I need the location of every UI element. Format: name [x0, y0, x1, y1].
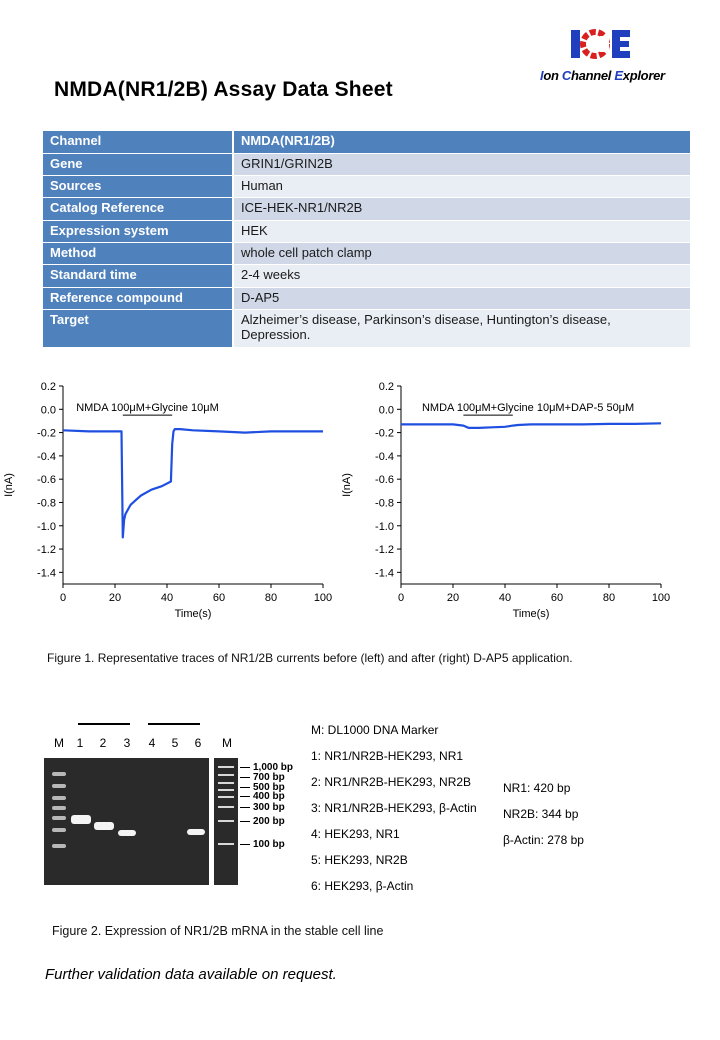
pcr-band-actin: [118, 830, 136, 836]
info-row: [43, 176, 690, 198]
footer-note: Further validation data available on request.: [45, 966, 337, 983]
chart-before-dap5: [0, 372, 340, 632]
x-tick-label: 20: [446, 592, 460, 604]
y-tick-label: -0.6: [37, 474, 56, 487]
ladder-band: [218, 782, 234, 784]
info-value: GRIN1/GRIN2B: [233, 153, 690, 175]
y-tick-label: -1.2: [37, 544, 56, 557]
y-axis-label: I(nA): [341, 473, 353, 497]
application-annotation: NMDA 100μM+Glycine 10μM: [76, 402, 219, 415]
info-value: whole cell patch clamp: [233, 242, 690, 264]
dna-ladder-image: [214, 758, 238, 885]
y-tick-label: 0.2: [40, 381, 56, 393]
legend-item: M: DL1000 DNA Marker: [311, 723, 439, 737]
legend-item: 4: HEK293, NR1: [311, 827, 400, 841]
chart-after-dap5: [338, 372, 688, 632]
marker-band: [52, 828, 66, 832]
figure1-caption: Figure 1. Representative traces of NR1/2B currents before (left) and after (right) D-AP5 application.: [47, 651, 573, 665]
y-tick-label: -0.8: [375, 497, 394, 510]
legend-item: 2: NR1/NR2B-HEK293, NR2B: [311, 775, 472, 789]
info-key: Method: [43, 242, 233, 264]
info-row: [43, 287, 690, 309]
ladder-band: [218, 806, 234, 808]
product-size: NR1: 420 bp: [503, 781, 571, 795]
bp-label: 500 bp: [240, 782, 285, 793]
assay-info-table: [43, 131, 690, 348]
info-row: [43, 265, 690, 287]
bp-label: 400 bp: [240, 791, 285, 802]
y-tick-label: -1.4: [37, 567, 56, 580]
x-tick-label: 80: [264, 592, 278, 604]
lane-group-bracket: [148, 723, 200, 725]
info-value: 2-4 weeks: [233, 265, 690, 287]
x-tick-label: 80: [602, 592, 616, 604]
y-tick-label: 0.0: [40, 404, 56, 417]
bp-label: 700 bp: [240, 772, 285, 783]
application-annotation: NMDA 100μM+Glycine 10μM+DAP-5 50μM: [421, 402, 635, 415]
ladder-band: [218, 789, 234, 791]
legend-item: 5: HEK293, NR2B: [311, 853, 408, 867]
lane-label: 3: [123, 736, 131, 750]
x-tick-label: 100: [313, 592, 333, 604]
x-tick-label: 60: [212, 592, 226, 604]
ladder-band: [218, 843, 234, 845]
info-key: Standard time: [43, 265, 233, 287]
legend-item: 3: NR1/NR2B-HEK293, β-Actin: [311, 801, 477, 815]
logo-tagline: Ion Channel Explorer: [540, 68, 665, 83]
y-axis-label: I(nA): [3, 473, 15, 497]
current-trace: [63, 429, 323, 537]
lane-label: 4: [148, 736, 156, 750]
product-size: β-Actin: 278 bp: [503, 833, 584, 847]
x-tick-label: 0: [59, 592, 67, 604]
marker-band: [52, 772, 66, 776]
y-tick-label: 0.0: [378, 404, 394, 417]
bp-label: 200 bp: [240, 816, 285, 827]
lane-label: M: [54, 736, 64, 750]
bp-marker-labels: [240, 762, 300, 862]
gel-image: [44, 758, 209, 885]
product-sizes: [503, 781, 584, 859]
x-tick-label: 20: [108, 592, 122, 604]
info-row: [43, 153, 690, 175]
pcr-band-nr2b: [94, 822, 114, 830]
marker-band: [52, 796, 66, 800]
info-value: D-AP5: [233, 287, 690, 309]
bp-label: 100 bp: [240, 839, 285, 850]
ladder-band: [218, 774, 234, 776]
figure2-caption: Figure 2. Expression of NR1/2B mRNA in the stable cell line: [52, 924, 384, 938]
info-key: Gene: [43, 153, 233, 175]
y-tick-label: -1.4: [375, 567, 394, 580]
info-key: Target: [43, 309, 233, 347]
x-tick-label: 40: [160, 592, 174, 604]
lane-label: M: [222, 736, 232, 750]
y-tick-label: -1.0: [37, 520, 56, 533]
ladder-band: [218, 766, 234, 768]
current-trace: [401, 423, 661, 428]
x-tick-label: 60: [550, 592, 564, 604]
marker-band: [52, 784, 66, 788]
info-row: [43, 242, 690, 264]
lane-label: 1: [76, 736, 84, 750]
info-key: Channel: [43, 131, 233, 153]
info-row: [43, 220, 690, 242]
lane-label: 2: [99, 736, 107, 750]
pcr-band-nr1: [71, 815, 91, 824]
ice-logo-graphic: [540, 22, 680, 68]
y-tick-label: -0.4: [37, 450, 56, 463]
legend-item: 6: HEK293, β-Actin: [311, 879, 414, 893]
y-tick-label: 0.2: [378, 381, 394, 393]
y-tick-label: -0.4: [375, 450, 394, 463]
x-tick-label: 100: [651, 592, 671, 604]
marker-band: [52, 844, 66, 848]
page-title: NMDA(NR1/2B) Assay Data Sheet: [54, 78, 393, 101]
y-tick-label: -1.0: [375, 520, 394, 533]
lane-label: 5: [171, 736, 179, 750]
ladder-band: [218, 820, 234, 822]
info-row: [43, 198, 690, 220]
marker-band: [52, 816, 66, 820]
info-value: ICE-HEK-NR1/NR2B: [233, 198, 690, 220]
info-key: Sources: [43, 176, 233, 198]
info-row: [43, 309, 690, 347]
info-value: Human: [233, 176, 690, 198]
info-key: Catalog Reference: [43, 198, 233, 220]
product-size: NR2B: 344 bp: [503, 807, 579, 821]
y-tick-label: -0.2: [37, 427, 56, 440]
marker-band: [52, 806, 66, 810]
info-value: HEK: [233, 220, 690, 242]
bp-label: 300 bp: [240, 802, 285, 813]
info-key: Expression system: [43, 220, 233, 242]
ladder-band: [218, 796, 234, 798]
info-value: NMDA(NR1/2B): [233, 131, 690, 153]
bp-label: 1,000 bp: [240, 762, 293, 773]
company-logo: [540, 22, 690, 88]
gel-legend: [311, 723, 477, 905]
y-tick-label: -0.2: [375, 427, 394, 440]
x-tick-label: 0: [397, 592, 405, 604]
y-tick-label: -0.8: [37, 497, 56, 510]
x-tick-label: 40: [498, 592, 512, 604]
lane-group-bracket: [78, 723, 130, 725]
x-axis-label: Time(s): [512, 608, 550, 620]
info-row: [43, 131, 690, 153]
pcr-band-actin-hek: [187, 829, 205, 835]
y-tick-label: -0.6: [375, 474, 394, 487]
info-key: Reference compound: [43, 287, 233, 309]
lane-label: 6: [194, 736, 202, 750]
legend-item: 1: NR1/NR2B-HEK293, NR1: [311, 749, 464, 763]
x-axis-label: Time(s): [174, 608, 212, 620]
info-value: Alzheimer’s disease, Parkinson’s disease, Huntington’s disease, Depression.: [233, 309, 690, 347]
y-tick-label: -1.2: [375, 544, 394, 557]
